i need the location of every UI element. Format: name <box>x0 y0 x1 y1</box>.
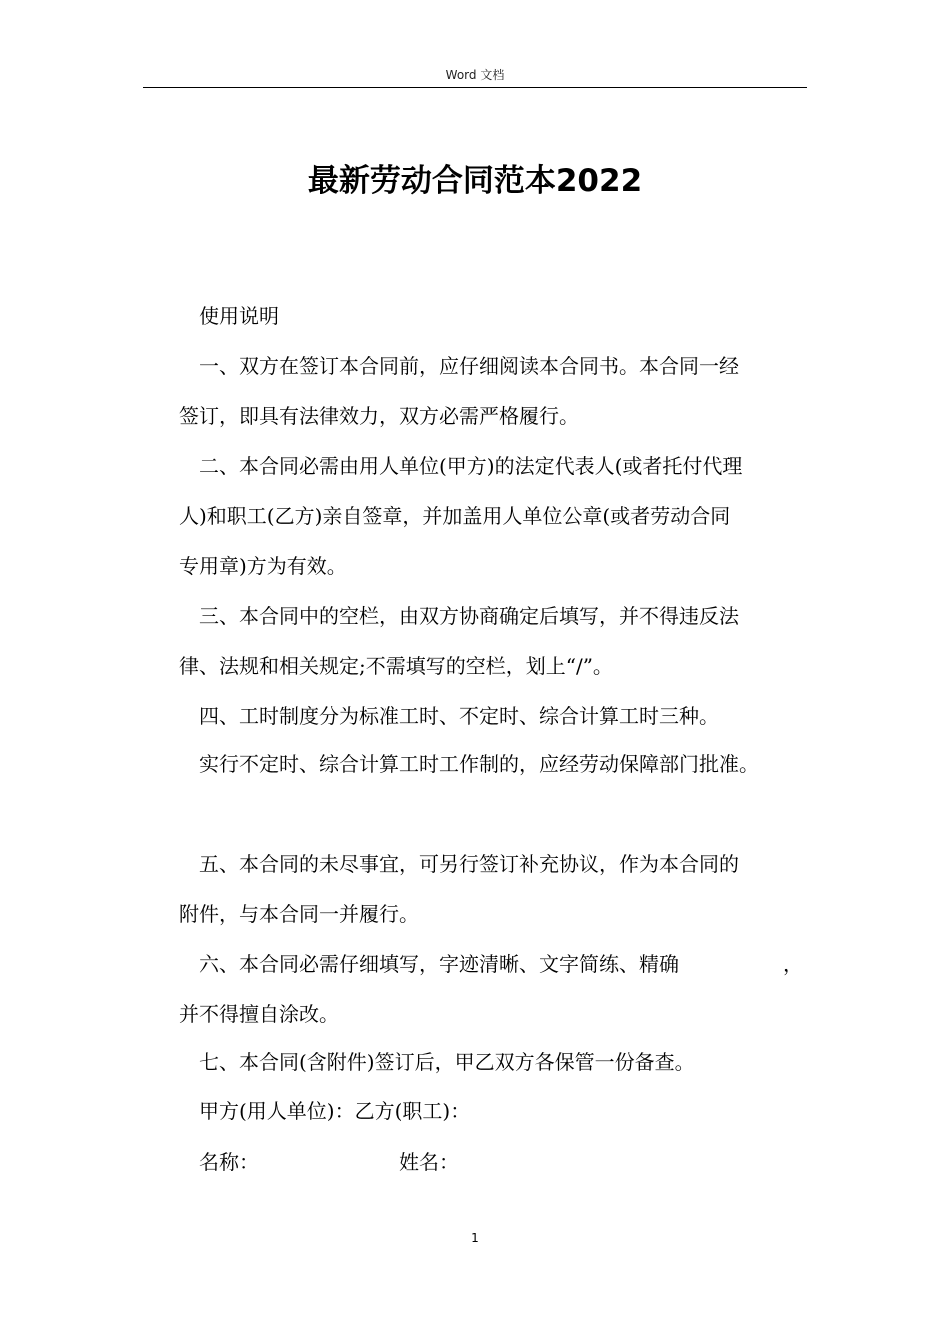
paragraph-line: 专用章)方为有效。 <box>179 554 347 578</box>
paragraph-line: 签订，即具有法律效力，双方必需严格履行。 <box>179 404 579 428</box>
trailing-comma: ， <box>783 952 803 976</box>
paragraph-line: 四、工时制度分为标准工时、不定时、综合计算工时三种。 <box>199 704 719 728</box>
header-rule <box>143 87 807 88</box>
document-title: 最新劳动合同范本2022 <box>307 163 643 199</box>
paragraph-line: 附件，与本合同一并履行。 <box>179 902 419 926</box>
paragraph-line: 律、法规和相关规定;不需填写的空栏，划上“/”。 <box>179 654 613 678</box>
paragraph-line: 六、本合同必需仔细填写，字迹清晰、文字简练、精确 <box>199 952 679 976</box>
paragraph-line: 人)和职工(乙方)亲自签章，并加盖用人单位公章(或者劳动合同 <box>179 504 731 528</box>
paragraph-line: 并不得擅自涂改。 <box>179 1002 339 1026</box>
page-header: Word 文档 <box>445 68 505 82</box>
party-labels: 甲方(用人单位)：乙方(职工)： <box>199 1099 471 1123</box>
page-number: 1 <box>471 1231 479 1245</box>
paragraph-line: 实行不定时、综合计算工时工作制的，应经劳动保障部门批准。 <box>199 752 759 776</box>
paragraph-line: 二、本合同必需由用人单位(甲方)的法定代表人(或者托付代理 <box>199 454 743 478</box>
paragraph-line: 五、本合同的未尽事宜，可另行签订补充协议，作为本合同的 <box>199 852 739 876</box>
usage-heading: 使用说明 <box>199 304 279 328</box>
paragraph-line: 一、双方在签订本合同前，应仔细阅读本合同书。本合同一经 <box>199 354 739 378</box>
person-name-label: 姓名： <box>399 1150 459 1174</box>
paragraph-line: 三、本合同中的空栏，由双方协商确定后填写，并不得违反法 <box>199 604 739 628</box>
paragraph-line: 七、本合同(含附件)签订后，甲乙双方各保管一份备查。 <box>199 1050 695 1074</box>
name-label: 名称： <box>199 1150 259 1174</box>
